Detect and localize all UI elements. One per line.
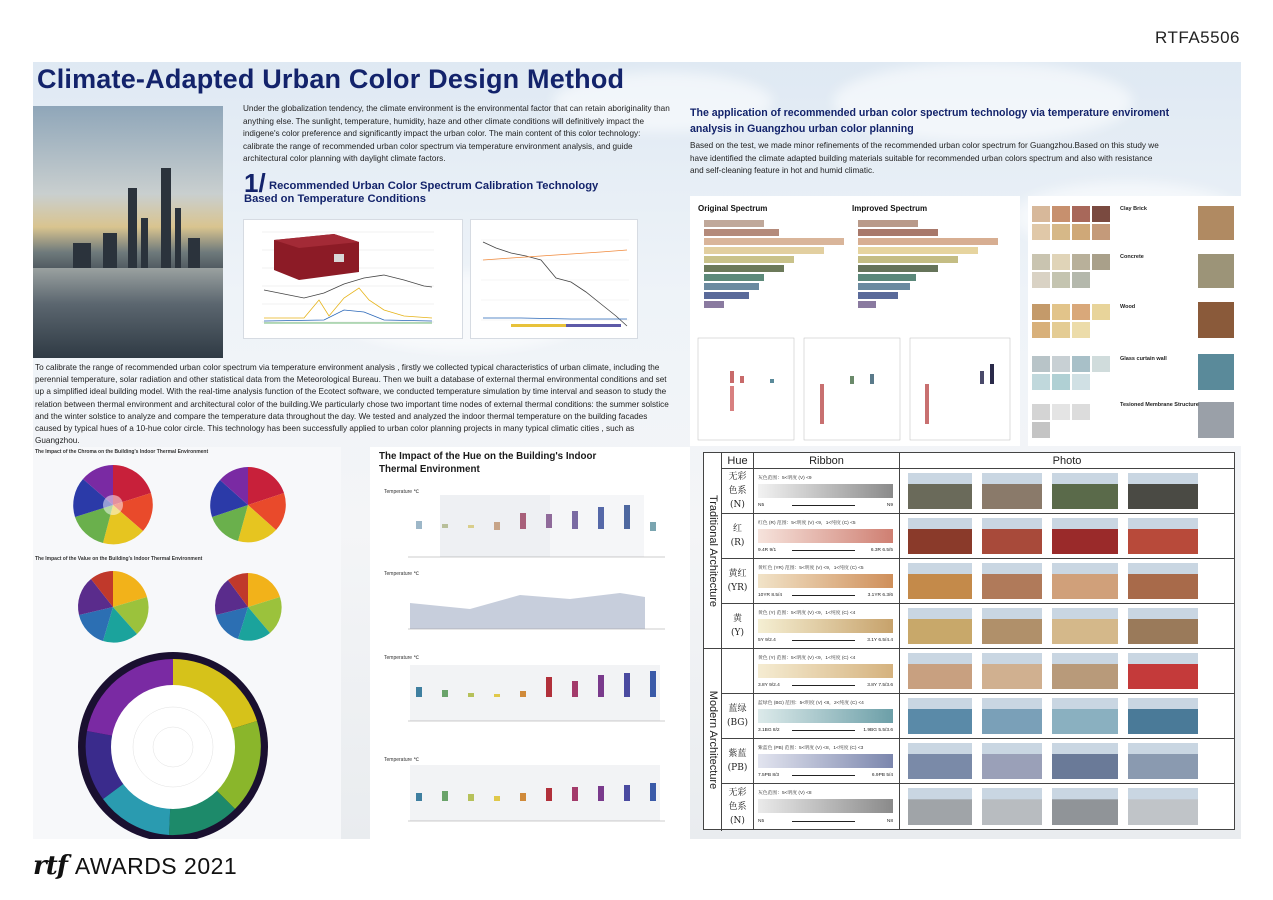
ribbon-low-value: 10YR 8.5/4 [758, 593, 783, 598]
section-number: 1/ [244, 168, 266, 198]
range-arrow-icon [792, 685, 855, 686]
ribbon-low-value: 3.8Y 9/2.4 [758, 683, 780, 688]
section-title: Recommended Urban Color Spectrum Calibration Technology [269, 180, 599, 192]
chroma-value-panel: The Impact of the Chroma on the Building's Indoor Thermal Environment The Impact of the Value on the Building's Indoor Thermal Environment [33, 447, 341, 839]
building-photo [982, 743, 1042, 779]
hue-cell: 无彩 色系 (N) [722, 784, 754, 829]
svg-text:Temperature ℃: Temperature ℃ [384, 757, 420, 763]
hue-table-row [722, 784, 1234, 829]
hue-table-row [722, 559, 1234, 604]
building-photo [1128, 473, 1198, 509]
building-photo [908, 473, 972, 509]
ribbon-caption: 黄色 (Y) 范围：5<明度 (V) <9，1<纯度 (C) <4 [758, 611, 856, 616]
section-subtitle: Based on Temperature Conditions [244, 193, 426, 205]
hue-cell: 红 (R) [722, 514, 754, 558]
building-photo [982, 608, 1042, 644]
ribbon-cell [754, 469, 900, 513]
city-skyline-photo [33, 106, 223, 358]
hue-table-row [722, 469, 1234, 514]
ribbon-cell [754, 604, 900, 648]
building-temperature-chart [243, 219, 463, 339]
building-photo [1052, 563, 1118, 599]
project-code: RTFA5506 [1155, 28, 1240, 47]
photo-cell [900, 784, 1234, 829]
footer [33, 851, 237, 881]
ribbon-caption: 黄色 (Y) 范围：5<明度 (V) <9，1<纯度 (C) <4 [758, 656, 856, 661]
building-photo [1128, 518, 1198, 554]
building-photo [1052, 743, 1118, 779]
ribbon-caption: 黄红色 (YR) 范围：5<明度 (V) <9，1<纯度 (C) <5 [758, 566, 864, 571]
poster [33, 62, 1241, 839]
building-photo [982, 473, 1042, 509]
building-photo [908, 743, 972, 779]
range-arrow-icon [792, 821, 855, 822]
guangzhou-title: The application of recommended urban color spectrum technology via temperature enviroment analysis in Guangzhou urban color planning [690, 107, 1170, 135]
photo-cell [900, 649, 1234, 693]
building-photo [982, 653, 1042, 689]
color-ribbon [758, 619, 893, 633]
building-photo [982, 698, 1042, 734]
spectrum-swatches [690, 196, 1020, 446]
range-arrow-icon [792, 595, 855, 596]
ribbon-caption: 蓝绿色 (BG) 范围：5<明度 (V) <8，2<纯度 (C) <4 [758, 701, 864, 706]
ribbon-low-value: N5 [758, 819, 765, 824]
radial-charts [33, 447, 341, 839]
guangzhou-text: Based on the test, we made minor refinements of the recommended urban color spectrum for Guangzhou.Based on this study we have identified the climate adapted building materials suitable for recommended urban colors spectrum and also with resistance and self-cleaning feature in hot and humid climatic. [690, 141, 1159, 175]
svg-text:Temperature ℃: Temperature ℃ [384, 655, 420, 661]
building-photo [1128, 698, 1198, 734]
ribbon-cell [754, 514, 900, 558]
photo-cell [900, 469, 1234, 513]
ribbon-high-value: 3.1Y 6.5/4.4 [867, 638, 893, 643]
calibration-text: To calibrate the range of recommended urban color spectrum via temperature environment analysis , firstly we collected typical characteristics of urban climate, including the perennial temperature, solar radiation and other statistical data from the Meteorological Bureau. Then we built a database of external thermal environmental conditions and set up a simplified ideal building model. With the real-time analysis function of the Ecotect software, we conducted temperature simulation by time interval and season to study the relation between thermal environment and architectural color of the building.We particularly chose two important time nodes of external thermal conditions: the summer solstice and the winter solstice to analyze and compare the temperature data throughout the day. We tested and analyzed the indoor thermal temperature on the building facades caused by typical hues of a 10-hue color circle. This technology has been successfully applied to urban color planning projects in many typical climatic cities , such as Guangzhou. [35, 363, 669, 446]
hue-impact-panel [370, 447, 690, 839]
ribbon-high-value: 6.9PB 5/4 [871, 773, 893, 778]
range-arrow-icon [792, 550, 855, 551]
ribbon-low-value: N5 [758, 503, 765, 508]
photo-cell [900, 694, 1234, 738]
building-photo [1052, 608, 1118, 644]
photo-cell [900, 514, 1234, 558]
building-photo [1128, 788, 1198, 825]
ribbon-cell [754, 559, 900, 603]
range-arrow-icon [792, 775, 855, 776]
ribbon-high-value: 6.3R 6.5/5 [870, 548, 893, 553]
hue-table-row [722, 604, 1234, 649]
range-arrow-icon [792, 640, 855, 641]
hue-table-row [722, 694, 1234, 739]
ribbon-low-value: 3.1BG 8/2 [758, 728, 780, 733]
building-photo [1052, 518, 1118, 554]
group-modern: Modern Architecture [704, 649, 722, 831]
hue-bar-charts [370, 447, 690, 839]
ribbon-low-value: 7.5PB 8/3 [758, 773, 780, 778]
materials-panel: Clay Brick Concrete Wood Glass curtain wall Tesioned Membrane Structure [1028, 196, 1241, 446]
color-ribbon [758, 709, 893, 723]
svg-text:Temperature ℃: Temperature ℃ [384, 571, 420, 577]
building-photo [1128, 608, 1198, 644]
photo-cell [900, 604, 1234, 648]
building-photo [1052, 698, 1118, 734]
main-title: Climate-Adapted Urban Color Design Method [37, 64, 625, 94]
hue-table-row [722, 649, 1234, 694]
range-arrow-icon [792, 730, 855, 731]
photo-cell [900, 739, 1234, 783]
ribbon-caption: 灰色范围：5<明度 (V) <9 [758, 476, 812, 481]
color-ribbon [758, 529, 893, 543]
building-photo [1128, 743, 1198, 779]
ribbon-low-value: 5Y 9/2.4 [758, 638, 776, 643]
building-photo [1128, 653, 1198, 689]
ribbon-high-value: 1.9BG 5.5/3.6 [863, 728, 893, 733]
building-photo [1128, 563, 1198, 599]
hue-cell: 黄 (Y) [722, 604, 754, 648]
hue-cell: 蓝绿 (BG) [722, 694, 754, 738]
building-photo [1052, 788, 1118, 825]
hue-cell: 紫蓝 (PB) [722, 739, 754, 783]
color-ribbon [758, 484, 893, 498]
building-photo [982, 788, 1042, 825]
rtf-logo: rtf [33, 851, 67, 881]
spectrum-panel: Original Spectrum Improved Spectrum [690, 196, 1020, 446]
awards-text: AWARDS 2021 [74, 852, 238, 879]
color-ribbon [758, 574, 893, 588]
ribbon-high-value: 3.8Y 7.5/3.6 [867, 683, 893, 688]
ribbon-cell [754, 694, 900, 738]
range-arrow-icon [792, 505, 855, 506]
hue-cell [722, 649, 754, 693]
building-photo [1052, 653, 1118, 689]
svg-text:Temperature ℃: Temperature ℃ [384, 489, 420, 495]
color-ribbon [758, 754, 893, 768]
building-photo [982, 518, 1042, 554]
ribbon-cell [754, 739, 900, 783]
ribbon-caption: 灰色范围：5<明度 (V) <8 [758, 791, 812, 796]
group-traditional: Traditional Architecture [704, 453, 722, 649]
ribbon-high-value: N8 [886, 819, 893, 824]
color-ribbon [758, 799, 893, 813]
hue-table-row [722, 739, 1234, 784]
ribbon-high-value: 3.1YR 6.3/6 [867, 593, 893, 598]
hue-table-row [722, 514, 1234, 559]
building-photo [908, 653, 972, 689]
intro-text: Under the globalization tendency, the climate environment is the environmental factor that can retain aboriginality than anything else. The sunlight, temperature, humidity, haze and other climate conditions will definitively impact the indigene's color preference and significantly impact the urban color. The main content of this color technology: calibrate the range of recommended urban color spectrum via temperature environment analysis, and guide architectural color planning with daylight climate factors. [243, 104, 670, 163]
building-photo [908, 563, 972, 599]
building-photo [908, 788, 972, 825]
surface-indoor-temperature-chart [470, 219, 638, 339]
hue-cell: 黄红 (YR) [722, 559, 754, 603]
ribbon-cell [754, 649, 900, 693]
hue-impact-title: The Impact of the Hue on the Building's Indoor Thermal Environment [379, 451, 597, 475]
ribbon-low-value: 9.4R 9/1 [758, 548, 777, 553]
color-ribbon [758, 664, 893, 678]
building-photo [982, 563, 1042, 599]
building-photo [908, 608, 972, 644]
building-photo [1052, 473, 1118, 509]
hue-cell: 无彩 色系 (N) [722, 469, 754, 513]
hue-ribbon-photo-table: Hue Ribbon Photo Traditional Architecture Modern Architecture 无彩 色系 (N) 灰色范围：5<明度 (V) <9 N5 N9 红 (R) 红色 (R) 范围：5<明度 (V) <9，1<纯度 (C) <5 9.4R 9/1 6.3R 6.5/5 黄红 (YR) 黄红色 (YR) 范围：5<明度 (V) <9，1<纯度 (C) <5 10YR 8.5/4 3.1YR 6.3/6 黄 (Y) 黄色 (Y) 范围：5<明度 (V) <9，1<纯度 (C) <4 5Y 9/2.4 3.1Y 6.5/4.4 黄色 (Y) 范围：5<明度 (V) <9，1<纯度 (C) <4 3.8Y 9/2.4 3.8Y 7.5/3.6 蓝绿 (BG) 蓝绿色 (BG) 范围：5<明度 (V) <8，2<纯度 (C) <4 3.1BG 8/2 1.9BG 5.5/3.6 紫蓝 (PB) 紫蓝色 (PB) 范围：5<明度 (V) <8，1<纯度 (C) <3 7.5PB 8/3 6.9PB 5/4 无彩 色系 (N) 灰色范围：5<明度 (V) <8 N5 N8 [703, 452, 1235, 830]
building-photo [908, 518, 972, 554]
material-swatches [1028, 196, 1241, 446]
ribbon-caption: 紫蓝色 (PB) 范围：5<明度 (V) <8，1<纯度 (C) <3 [758, 746, 864, 751]
building-photo [908, 698, 972, 734]
photo-cell [900, 559, 1234, 603]
ribbon-high-value: N9 [886, 503, 893, 508]
ribbon-cell [754, 784, 900, 829]
ribbon-caption: 红色 (R) 范围：5<明度 (V) <9，1<纯度 (C) <5 [758, 521, 856, 526]
